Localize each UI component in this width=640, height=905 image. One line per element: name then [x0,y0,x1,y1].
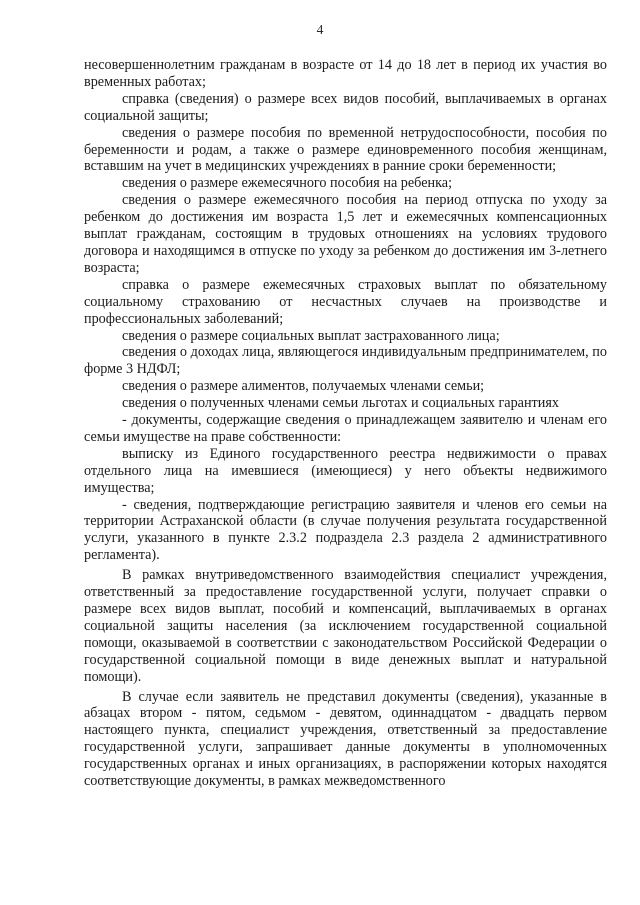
paragraph-continuation: несовершеннолетним гражданам в возрасте от 14 до 18 лет в период их участия во временных работах; [84,57,607,90]
paragraph-benefits-certificate: справка (сведения) о размере всех видов пособий, выплачиваемых в органах социальной защиты; [84,90,607,124]
paragraph-property-documents: - документы, содержащие сведения о принадлежащем заявителю и членам его семьи имуществе на праве собственности: [84,412,607,445]
paragraph-alimony: сведения о размере алиментов, получаемых членами семьи; [122,378,485,395]
paragraph-registration: - сведения, подтверждающие регистрацию заявителя и членов его семьи на территории Астраханской области (в случае получения результата государственной услуги, указанного в пункте 2.3.2 подраздела 2.3 раздела 2 административного регламента). [84,496,607,564]
paragraph-real-estate-extract: выписку из Единого государственного реестра недвижимости о правах отдельного лица на имевшиеся (имеющиеся) у него объекты недвижимого имущества; [84,445,607,496]
paragraph-childcare-leave: сведения о размере ежемесячного пособия на период отпуска по уходу за ребенком до достижения им возраста 1,5 лет и ежемесячных компенсационных выплат гражданам, состоящим в трудовых отношениях на условиях трудового договора и находящимся в отпуске по уходу за ребенком до достижения им 3-летнего возраста; [84,192,607,276]
page-number: 4 [316,22,324,37]
document-body [84,57,607,790]
paragraph-entrepreneur-income: сведения о доходах лица, являющегося индивидуальным предпринимателем, по форме 3 НДФЛ; [84,344,607,378]
paragraph-social-payments: сведения о размере социальных выплат застрахованного лица; [122,327,500,344]
paragraph-child-benefit: сведения о размере ежемесячного пособия на ребенка; [122,175,453,192]
paragraph-benefits-guarantees: сведения о полученных членами семьи льготах и социальных гарантиях [122,395,559,412]
paragraph-request-documents: В случае если заявитель не представил документы (сведения), указанные в абзацах втором - пятом, седьмом - девятом, одиннадцатом - двадцать первом настоящего пункта, специалист учреждения, ответственный за предоставление государственной услуги, запрашивает данные документы в уполномоченных государственных органах и иных организациях, в распоряжении которых находятся соответствующие документы, в рамках межведомственного [84,688,607,790]
paragraph-interdepartmental: В рамках внутриведомственного взаимодействия специалист учреждения, ответственный за предоставление государственной услуги, получает справки о размере всех видов выплат, пособий и компенсаций, выплачиваемых в органах социальной защиты населения (за исключением государственной социальной помощи, оказываемой в соответствии с законодательством Российской Федерации о государственной социальной помощи в виде денежных выплат и натуральной помощи). [84,567,607,685]
paragraph-insurance-payments: справка о размере ежемесячных страховых выплат по обязательному социальному страхованию от несчастных случаев на производстве и профессиональных заболеваний; [84,276,607,327]
paragraph-disability-benefit: сведения о размере пособия по временной нетрудоспособности, пособия по беременности и родам, а также о размере единовременного пособия женщинам, вставшим на учет в медицинских учреждениях в ранние сроки беременности; [84,124,607,175]
